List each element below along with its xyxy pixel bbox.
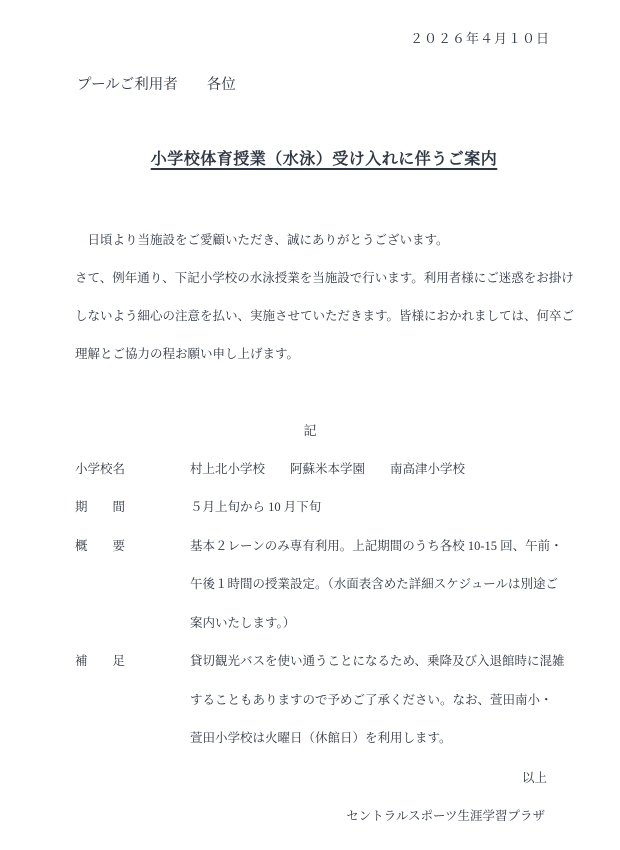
detail-value-period: ５月上旬から 10 月下旬	[190, 500, 322, 514]
greeting-paragraph: 日頃より当施設をご愛顧いただき、誠にありがとうございます。	[75, 233, 449, 247]
body-paragraph-line: さて、例年通り、下記小学校の水泳授業を当施設で行います。利用者様にご迷惑をお掛け	[75, 271, 574, 285]
detail-label-supplement: 補 足	[75, 654, 126, 668]
detail-label-overview: 概 要	[75, 539, 126, 553]
body-paragraph-line: しないよう細心の注意を払い、実施させていただきます。皆様におかれましては、何卒ご	[75, 309, 575, 323]
document-title	[0, 152, 620, 168]
detail-value-supplement-line: することもありますので予めご了承ください。なお、萱田南小・	[190, 693, 553, 707]
detail-value-overview-line: 午後１時間の授業設定。（水面表含めた詳細スケジュールは別途ご	[190, 577, 559, 591]
detail-value-supplement-line: 萱田小学校は火曜日（休館日）を利用します。	[190, 731, 452, 745]
detail-value-school-names: 村上北小学校 阿蘇米本学園 南高津小学校	[190, 462, 466, 476]
document-date: ２０２６年４月１０日	[409, 31, 550, 46]
detail-value-overview-line: 案内いたします。）	[190, 616, 296, 630]
closing-marker: 以上	[521, 771, 547, 785]
detail-value-overview-line: 基本２レーンのみ専有利用。上記期間のうち各校 10-15 回、午前・	[190, 539, 563, 553]
detail-label-period: 期 間	[75, 500, 126, 514]
document-title-text: 小学校体育授業（水泳）受け入れに伴うご案内	[150, 151, 498, 168]
detail-label-school-names: 小学校名	[75, 462, 126, 476]
body-paragraph-line: 理解とご協力の程お願い申し上げます。	[75, 347, 300, 361]
addressee: プールご利用者 各位	[77, 77, 236, 93]
record-marker: 記	[303, 423, 317, 438]
detail-value-supplement-line: 貸切観光バスを使い通うことになるため、乗降及び入退館時に混雑	[190, 654, 565, 668]
sender-name: セントラルスポーツ生涯学習プラザ	[346, 809, 545, 823]
